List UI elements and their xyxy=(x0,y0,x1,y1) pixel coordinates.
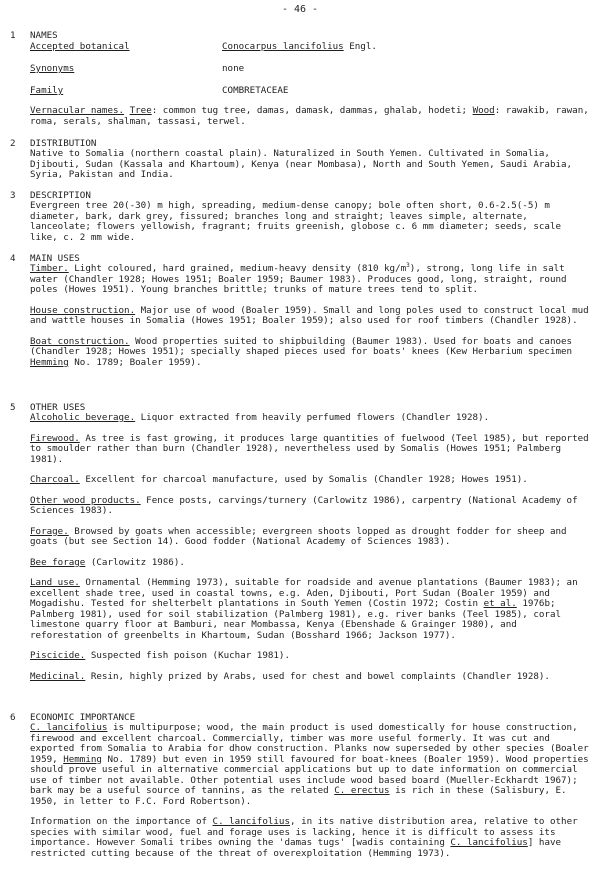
section-title: OTHER USES xyxy=(30,402,86,413)
timber-text-cont: ), strong, long life in salt water (Chandler 1928; Howes 1951; Boaler 1959; Baumer 1983). Produces good, long, straight, round poles (Howes 1951). Young branches brittle; trunks of mature trees tend to split. xyxy=(30,263,567,295)
timber-paragraph xyxy=(30,261,590,296)
alcohol-label: Alcoholic beverage. xyxy=(30,412,136,423)
section-title: DISTRIBUTION xyxy=(30,138,97,149)
economic-hemming: Hemming xyxy=(63,753,102,765)
charcoal-label: Charcoal. xyxy=(30,474,80,485)
section-other-uses xyxy=(10,402,590,682)
land-use-etal: et al. xyxy=(483,598,517,609)
house-text: Major use of wood (Boaler 1959). Small and long poles used to construct local mud and wattle houses in Somalia (Howes 1951; Boaler 1959); also used for roof timbers (Chandler 1928). xyxy=(30,304,589,326)
section-main-uses xyxy=(10,253,590,368)
firewood-paragraph xyxy=(30,434,590,466)
land-use-paragraph xyxy=(30,578,590,641)
boat-text: Wood properties suited to shipbuilding (Baumer 1983). Used for boats and canoes (Chandler 1928; Howes 1951); specially shaped pieces used for boats' knees (Kew Herbarium specimen xyxy=(30,335,573,357)
section-economic-importance xyxy=(10,712,590,859)
timber-superscript: 3 xyxy=(406,261,410,269)
charcoal-paragraph xyxy=(30,475,590,486)
family-row xyxy=(30,85,590,96)
forage-text: Browsed by goats when accessible; evergreen shoots lopped as drought fodder for sheep and goats (but see Section 14). Good fodder (National Academy of Sciences 1983). xyxy=(30,525,567,547)
forage-paragraph xyxy=(30,527,590,548)
charcoal-text: Excellent for charcoal manufacture, used by Somalis (Chandler 1928; Howes 1951). xyxy=(79,474,528,485)
section-title: DESCRIPTION xyxy=(30,190,91,201)
piscicide-paragraph xyxy=(30,651,590,662)
distribution-text: Native to Somalia (northern coastal plain). Naturalized in South Yemen. Cultivated in Somalia, Djibouti, Sudan (Kassala and Khartoum), Kenya (near Mombasa), North and South Yemen, Saudi Arabia, Syria, Pakistan and India. xyxy=(30,148,573,180)
house-label: House construction. xyxy=(30,304,136,316)
section-number: 4 xyxy=(10,253,16,264)
medicinal-paragraph xyxy=(30,672,590,683)
section-names xyxy=(10,30,590,127)
boat-hemming: Hemming xyxy=(30,356,69,368)
page-number: - 46 - xyxy=(281,4,319,15)
piscicide-text: Suspected fish poison (Kuchar 1981). xyxy=(85,650,290,661)
boat-label: Boat construction. xyxy=(30,335,130,347)
firewood-label: Firewood. xyxy=(30,432,80,444)
boat-paragraph xyxy=(30,337,590,369)
house-paragraph xyxy=(30,306,590,327)
timber-text: Light coloured, hard grained, medium-heavy density (810 kg/m xyxy=(68,263,407,274)
family-label: Family xyxy=(30,85,64,96)
accepted-botanical-author: Engl. xyxy=(343,41,377,52)
vernacular-wood-text: : rawakib, rawan, roma, serals, shalman, tassasi, terwel. xyxy=(30,105,589,127)
vernacular-names xyxy=(30,106,590,127)
forage-label: Forage. xyxy=(30,525,69,537)
alcohol-text: Liquor extracted from heavily perfumed flowers (Chandler 1928). xyxy=(135,412,490,423)
section-description xyxy=(10,190,590,243)
economic-paragraph-2 xyxy=(30,817,590,859)
section-title: NAMES xyxy=(30,30,58,41)
land-use-text: Ornamental (Hemming 1973), suitable for roadside and avenue plantations (Baumer 1983); an excellent shade tree, used in coastal towns, e.g. Aden, Djibouti, Port Sudan (Boaler 1959) and Mogadishu. Tested for shelterbelt plantations in South Yemen (Costin 1972; Costin xyxy=(30,577,578,609)
synonyms-value: none xyxy=(222,63,245,74)
medicinal-label: Medicinal. xyxy=(30,670,86,682)
section-number: 6 xyxy=(10,712,16,723)
accepted-botanical-row xyxy=(30,41,590,52)
economic-paragraph-1 xyxy=(30,723,590,807)
economic-text-end: is rich in these (Salisbury, E. 1950, in letter to F.C. Ford Robertson). xyxy=(30,785,567,807)
synonyms-label: Synonyms xyxy=(30,63,75,74)
land-use-label: Land use. xyxy=(30,577,80,588)
bee-label: Bee forage xyxy=(30,556,86,568)
timber-label: Timber. xyxy=(30,263,69,274)
species-name: C. lancifolius xyxy=(450,837,528,848)
other-wood-label: Other wood products. xyxy=(30,494,141,506)
other-wood-text: Fence posts, carvings/turnery (Carlowitz 1986), carpentry (National Academy of Sciences 1983). xyxy=(30,494,578,516)
vernacular-tree-text: : common tug tree, damas, damask, dammas, ghalab, hodeti; xyxy=(151,105,468,116)
bee-paragraph xyxy=(30,558,590,569)
accepted-botanical-label: Accepted botanical xyxy=(30,41,130,52)
economic2-text: Information on the importance of xyxy=(30,816,213,827)
boat-text-cont: No. 1789; Boaler 1959). xyxy=(68,356,202,368)
vernacular-wood-label: Wood xyxy=(472,105,495,116)
economic2-text-end: ] have restricted cutting because of the threat of overexploitation (Hemming 1973). xyxy=(30,837,562,859)
piscicide-label: Piscicide. xyxy=(30,650,86,661)
economic2-text-cont: , in its native distribution area, relative to other species with similar wood, fuel and forage uses is lacking, hence it is difficult to assess its importance. However Somali tribes owning the 'damas tugs' [wadis containing xyxy=(30,816,578,848)
economic-text: is multipurpose; wood, the main product is used domestically for house construction, firewood and excellent charcoal. Commercially, timber was more useful formerly. It was cut and exported from Somalia to Arabia for dhow construction. Planks now superseded by other species (Boaler 1959, xyxy=(30,722,589,765)
other-wood-paragraph xyxy=(30,496,590,517)
alcohol-paragraph xyxy=(30,413,590,424)
species-name: C. lancifolius xyxy=(30,722,108,733)
medicinal-text: Resin, highly prized by Arabs, used for chest and bowel complaints (Chandler 1928). xyxy=(85,670,550,682)
section-number: 3 xyxy=(10,190,16,201)
section-number: 1 xyxy=(10,30,16,41)
firewood-text: As tree is fast growing, it produces large quantities of fuelwood (Teel 1985), but reported to smoulder rather than burn (Chandler 1928), nevertheless used by Somalis (Howes 1951; Palmberg 1981). xyxy=(30,432,589,465)
bee-text: (Carlowitz 1986). xyxy=(85,556,185,568)
economic-text-cont: No. 1789) but even in 1959 still favoured for boat-knees (Boaler 1959). Wood properties should prove useful in alternative commercial applications but up to date information on commercial use of timber not available. Other potential uses include wood based board (Mueller-Eckhardt 1967); bark may be a useful source of tannins, as the related xyxy=(30,753,589,796)
species-name: C. lancifolius xyxy=(212,816,290,827)
description-text: Evergreen tree 20(-30) m high, spreading, medium-dense canopy; bole often short, 0.6-2.5(-5) m diameter, bark, dark grey, fissured; branches long and straight; leaves simple, alternate, lanceolate; flowers yellowish, fragrant; fruits greenish, globose c. 6 mm diameter; seeds, scale like, c. 2 mm wide. xyxy=(30,200,562,243)
land-use-text-cont: 1976b; Palmberg 1981), used for soil stabilization (Palmberg 1981), e.g. river banks (Teel 1985), coral limestone quarry floor at Bamburi, near Mombassa, Kenya (Ebenshade & Grainger 1980), and reforestation of greenbelts in Khartoum, Sudan (Bosshard 1966; Jackson 1977). xyxy=(30,598,562,641)
section-number: 2 xyxy=(10,138,16,149)
vernacular-label: Vernacular names. xyxy=(30,105,125,116)
family-value: COMBRETACEAE xyxy=(222,85,289,96)
section-title: ECONOMIC IMPORTANCE xyxy=(30,712,136,723)
species-name-erectus: C. erectus xyxy=(334,785,390,796)
synonyms-row xyxy=(30,63,590,74)
section-title: MAIN USES xyxy=(30,253,80,264)
section-distribution xyxy=(10,138,590,181)
section-number: 5 xyxy=(10,402,16,413)
vernacular-tree-label: Tree xyxy=(129,105,152,116)
accepted-botanical-name: Conocarpus lancifolius xyxy=(222,41,344,52)
